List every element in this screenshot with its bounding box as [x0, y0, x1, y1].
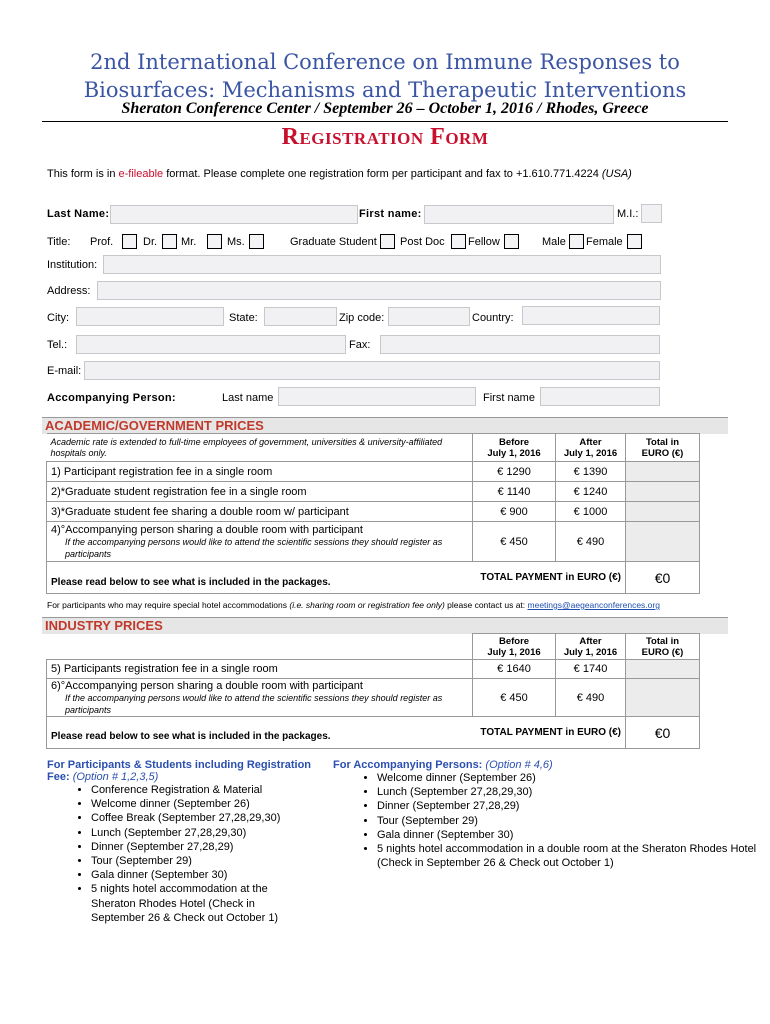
intro-rest: format. Please complete one registration form per participant and fax to +1.610.771.4224 — [163, 168, 602, 180]
industry-header-text: INDUSTRY PRICES — [45, 618, 163, 633]
industry-total-value: €0 — [626, 717, 700, 749]
country-label: Country: — [472, 312, 514, 324]
contact-email-link[interactable]: meetings@aegeanconferences.org — [527, 600, 660, 610]
intro-prefix: This form is in — [47, 168, 119, 180]
form-title: Registration Form — [281, 124, 489, 150]
conference-title — [0, 48, 770, 104]
state-field[interactable] — [264, 307, 337, 326]
academic-note: Academic rate is extended to full-time employees of government, universities & university-affiliated hospitals only. — [47, 434, 473, 462]
mi-label: M.I.: — [617, 208, 639, 220]
row-total-field[interactable] — [626, 679, 700, 717]
industry-col-before: Before July 1, 2016 — [473, 634, 556, 660]
row-total-field[interactable] — [626, 502, 700, 522]
address-label: Address: — [47, 285, 91, 297]
conference-subtitle: Sheraton Conference Center / September 26 – October 1, 2016 / Rhodes, Greece — [121, 100, 649, 117]
row-label: 3)*Graduate student fee sharing a double room w/ participant — [47, 502, 473, 522]
row-after-price: € 1740 — [556, 660, 626, 679]
male-checkbox[interactable] — [569, 234, 584, 249]
list-item: • Tour (September 29) — [91, 854, 327, 868]
efileable-link[interactable]: e-fileable — [118, 168, 164, 180]
list-item: • Lunch (September 27,28,29,30) — [377, 785, 770, 799]
accompanying-package-list — [333, 771, 770, 870]
row-before-price: € 1290 — [473, 462, 556, 482]
dr-label: Dr. — [143, 236, 158, 248]
row-after-price: € 1000 — [556, 502, 626, 522]
industry-col-after: After July 1, 2016 — [556, 634, 626, 660]
email-field[interactable] — [84, 361, 660, 380]
first-name-label: First name: — [359, 208, 422, 220]
graduate-student-checkbox[interactable] — [380, 234, 395, 249]
row-after-price: € 1390 — [556, 462, 626, 482]
participants-package-title: For Participants & Students including Registration Fee: (Option # 1,2,3,5) — [47, 759, 312, 783]
row-label: 1) Participant registration fee in a single room — [47, 462, 473, 482]
academic-total-row — [47, 562, 700, 594]
industry-read-below: Please read below to see what is included in the packages. — [47, 717, 473, 749]
fax-label: Fax: — [349, 339, 371, 351]
acc-first-name-label: First name — [483, 392, 535, 404]
row-before-price: € 1640 — [473, 660, 556, 679]
table-row — [47, 522, 700, 562]
participants-package — [47, 759, 327, 925]
row-before-price: € 900 — [473, 502, 556, 522]
industry-total-label: TOTAL PAYMENT in EURO (€) — [473, 717, 626, 749]
row-sub-note: If the accompanying persons would like to attend the scientific sessions they should register as participants — [65, 692, 443, 715]
list-item: • Tour (September 29) — [377, 814, 770, 828]
accompanying-package-title: For Accompanying Persons: (Option # 4,6) — [333, 759, 553, 771]
first-name-field[interactable] — [424, 205, 614, 224]
row-before-price: € 1140 — [473, 482, 556, 502]
list-item: • Dinner (September 27,28,29) — [377, 799, 770, 813]
list-item: • Coffee Break (September 27,28,29,30) — [91, 811, 327, 825]
institution-field[interactable] — [103, 255, 661, 274]
ms-checkbox[interactable] — [249, 234, 264, 249]
list-item: • Conference Registration & Material — [91, 783, 327, 797]
list-item: • Gala dinner (September 30) — [91, 868, 327, 882]
table-row — [47, 482, 700, 502]
city-field[interactable] — [76, 307, 224, 326]
tel-field[interactable] — [76, 335, 346, 354]
list-item: • 5 nights hotel accommodation in a double room at the Sheraton Rhodes Hotel (Check in September 26 & Check out October 1) — [377, 842, 757, 870]
table-row — [47, 660, 700, 679]
graduate-student-label: Graduate Student — [290, 236, 377, 248]
institution-label: Institution: — [47, 259, 98, 271]
academic-header-text: ACADEMIC/GOVERNMENT PRICES — [45, 418, 264, 433]
row-after-price: € 1240 — [556, 482, 626, 502]
dr-checkbox[interactable] — [162, 234, 177, 249]
academic-header-row — [47, 434, 700, 462]
fellow-label: Fellow — [468, 236, 500, 248]
academic-read-below: Please read below to see what is included in the packages. — [47, 562, 473, 594]
academic-col-after: After July 1, 2016 — [556, 434, 626, 462]
academic-col-before: Before July 1, 2016 — [473, 434, 556, 462]
mi-field[interactable] — [641, 204, 662, 223]
table-row — [47, 679, 700, 717]
row-label: 2)*Graduate student registration fee in a single room — [47, 482, 473, 502]
row-sub-note: If the accompanying persons would like to attend the scientific sessions they should register as participants — [65, 536, 443, 559]
row-before-price: € 450 — [473, 522, 556, 562]
zip-field[interactable] — [388, 307, 470, 326]
industry-section-header — [42, 617, 728, 634]
academic-price-table — [46, 433, 700, 594]
fellow-checkbox[interactable] — [504, 234, 519, 249]
academic-section-header — [42, 417, 728, 434]
country-field[interactable] — [522, 306, 660, 325]
list-item: • Welcome dinner (September 26) — [377, 771, 770, 785]
address-field[interactable] — [97, 281, 661, 300]
special-accommodation-note: For participants who may require special hotel accommodations (i.e. sharing room or registration fee only) please contact us at: meetings@aegeanconferences.org — [47, 600, 660, 610]
row-after-price: € 490 — [556, 522, 626, 562]
tel-label: Tel.: — [47, 339, 68, 351]
row-before-price: € 450 — [473, 679, 556, 717]
mr-label: Mr. — [181, 236, 197, 248]
fax-field[interactable] — [380, 335, 660, 354]
table-row — [47, 502, 700, 522]
ms-label: Ms. — [227, 236, 245, 248]
academic-total-label: TOTAL PAYMENT in EURO (€) — [473, 562, 626, 594]
list-item: • Dinner (September 27,28,29) — [91, 840, 327, 854]
table-row — [47, 462, 700, 482]
email-label: E-mail: — [47, 365, 82, 377]
industry-col-total: Total in EURO (€) — [626, 634, 700, 660]
row-total-field[interactable] — [626, 482, 700, 502]
industry-total-row — [47, 717, 700, 749]
intro-usa: (USA) — [601, 168, 632, 180]
post-doc-label: Post Doc — [400, 236, 445, 248]
title-label: Title: — [47, 236, 71, 248]
participants-package-list — [47, 783, 327, 925]
title-line-1: 2nd International Conference on Immune Responses to — [90, 50, 680, 74]
row-after-price: € 490 — [556, 679, 626, 717]
row-label: 5) Participants registration fee in a single room — [47, 660, 473, 679]
acc-first-name-field[interactable] — [540, 387, 660, 406]
academic-col-total: Total in EURO (€) — [626, 434, 700, 462]
male-label: Male — [542, 236, 566, 248]
list-item: • Welcome dinner (September 26) — [91, 797, 327, 811]
header-rule — [42, 121, 728, 122]
state-label: State: — [229, 312, 258, 324]
list-item: • Gala dinner (September 30) — [377, 828, 770, 842]
prof-checkbox[interactable] — [122, 234, 137, 249]
row-total-field[interactable] — [626, 462, 700, 482]
acc-last-name-field[interactable] — [278, 387, 476, 406]
row-label: 4)°Accompanying person sharing a double room with participant If the accompanying persons would like to attend the scientific sessions they should register as participants — [47, 522, 473, 562]
mr-checkbox[interactable] — [207, 234, 222, 249]
accompanying-package — [333, 759, 770, 870]
row-total-field[interactable] — [626, 522, 700, 562]
prof-label: Prof. — [90, 236, 114, 248]
industry-price-table — [46, 633, 700, 749]
female-label: Female — [586, 236, 623, 248]
industry-header-row — [47, 634, 700, 660]
zip-label: Zip code: — [339, 312, 385, 324]
last-name-label: Last Name: — [47, 208, 110, 220]
row-label: 6)°Accompanying person sharing a double room with participant If the accompanying persons would like to attend the scientific sessions they should register as participants — [47, 679, 473, 717]
intro-text — [47, 168, 632, 180]
female-checkbox[interactable] — [627, 234, 642, 249]
post-doc-checkbox[interactable] — [451, 234, 466, 249]
academic-total-value: €0 — [626, 562, 700, 594]
list-item: • Lunch (September 27,28,29,30) — [91, 826, 327, 840]
title-line-2: Biosurfaces: Mechanisms and Therapeutic Interventions — [83, 78, 687, 102]
acc-last-name-label: Last name — [222, 392, 274, 404]
row-total-field[interactable] — [626, 660, 700, 679]
city-label: City: — [47, 312, 69, 324]
last-name-field[interactable] — [110, 205, 358, 224]
list-item: • 5 nights hotel accommodation at the Sheraton Rhodes Hotel (Check in September 26 & Check out October 1) — [91, 882, 287, 925]
accompanying-label: Accompanying Person: — [47, 392, 176, 404]
